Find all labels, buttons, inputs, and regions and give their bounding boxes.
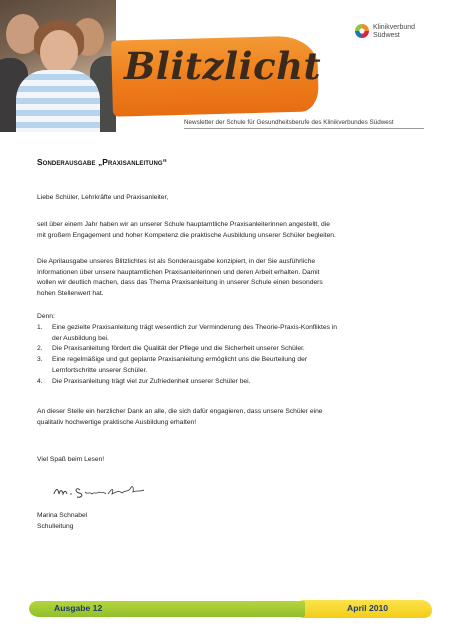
list-item-number: 3. [37,356,43,364]
klinikverbund-logo [354,23,424,45]
list-item-line: Eine gezielte Praxisanleitung trägt wesentlich zur Verminderung des Theorie-Praxis-Konfliktes in [52,324,337,331]
paragraph-line: seit über einem Jahr haben wir an unserer Schule hauptamtliche Praxisanleiterinnen angestellt, die [37,221,330,228]
issue-date: April 2010 [347,603,389,613]
logo-mark-icon [354,23,370,39]
reasons-list [37,323,417,387]
paragraph-3 [37,407,417,428]
paragraph-line: qualitativ hochwertige praktische Ausbildung erhalten! [37,418,197,426]
list-item-line: der Ausbildung bei. [52,334,109,342]
list-item-number: 4. [37,377,43,385]
list-item-number: 2. [37,345,43,353]
list-item-line: Eine regelmäßige und gut geplante Praxisanleitung ermöglicht uns die Beurteilung der [52,356,308,364]
newsletter-subtitle: Newsletter der Schule für Gesundheitsberufe des Klinikverbundes Südwest [184,119,394,126]
signer-name: Marina Schnabel [37,512,88,519]
denn-label: Denn: [37,313,55,320]
photo-face-center [40,30,78,74]
logo-line1: Klinikverbund [373,24,416,31]
paragraph-line: mit großem Engagement und hoher Kompetenz die praktische Ausbildung unserer Schüler begleiten. [37,231,336,239]
list-item-line: Die Praxisanleitung fördert die Qualität der Pflege und die Sicherheit unserer Schüler. [52,345,305,353]
newsletter-title: Blitzlicht [124,44,322,88]
greeting-line: Liebe Schüler, Lehrkräfte und Praxisanleiter, [37,194,169,201]
greeting [37,193,417,204]
list-item [37,323,417,344]
closing-line: Viel Spaß beim Lesen! [37,456,105,463]
list-item [37,355,417,376]
logo-text [373,24,415,40]
logo-line2: Südwest [373,32,400,39]
paragraph-line: Informationen über unsere hauptamtlichen Praxisanleiterinnen und deren Arbeit erhalten. Damit [37,268,320,276]
photo-striped-shirt [16,70,100,132]
denn-label-block [37,312,417,323]
closing-block [37,455,417,466]
header-photo [0,0,116,132]
paragraph-2 [37,257,417,300]
list-item-line: Lernfortschritte unserer Schüler. [52,366,148,374]
paragraph-1 [37,220,417,241]
list-item-line: Die Praxisanleitung trägt viel zur Zufriedenheit unserer Schüler bei. [52,377,251,385]
list-item [37,377,417,388]
document-heading: Sonderausgabe „Praxisanleitung“ [37,157,167,167]
list-item-number: 1. [37,324,43,331]
paragraph-line: An dieser Stelle ein herzlicher Dank an alle, die sich dafür engagieren, dass unsere Schüler eine [37,408,323,415]
paragraph-line: wollen wir deutlich machen, dass das Thema Praxisanleitung in unserer Schule einen besonders [37,279,323,287]
issue-number: Ausgabe 12 [54,603,103,613]
signer-block [37,511,417,532]
list-item [37,344,417,355]
paragraph-line: hohen Stellenwert hat. [37,290,104,298]
signer-role: Schulleitung [37,522,74,530]
handwritten-signature [52,480,162,502]
header-divider [184,128,424,129]
paragraph-line: Die Aprilausgabe unseres Blitzlichtes ist als Sonderausgabe konzipiert, in der Sie ausführliche [37,258,316,265]
